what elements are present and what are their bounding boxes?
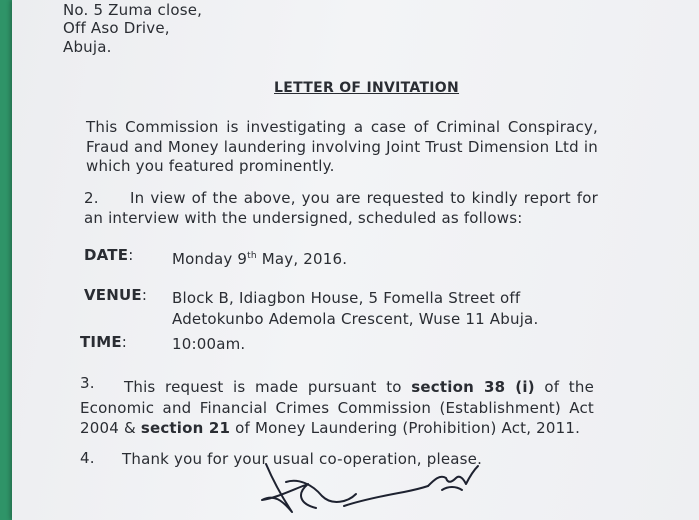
venue-line-2: Adetokunbo Ademola Crescent, Wuse 11 Abuja.	[172, 310, 539, 328]
venue-line-1: Block B, Idiagbon House, 5 Fomella Street off	[172, 289, 521, 307]
para1-line-3: which you featured prominently.	[86, 157, 335, 175]
para2-line-1: In view of the above, you are requested to kindly report for	[130, 189, 598, 207]
para4-text: Thank you for your usual co-operation, please.	[122, 450, 483, 468]
para1-line-1: This Commission is investigating a case of Criminal Conspiracy,	[86, 118, 598, 136]
para3-line-3: 2004 & section 21 of Money Laundering (Prohibition) Act, 2011.	[80, 419, 581, 437]
time-label: TIME:	[80, 333, 128, 351]
date-label: DATE:	[84, 246, 134, 264]
letter-page	[12, 0, 699, 520]
address-line-2: Off Aso Drive,	[63, 19, 170, 37]
address-line-3: Abuja.	[63, 38, 112, 56]
venue-label: VENUE:	[84, 286, 148, 304]
para2-number: 2.	[84, 189, 99, 207]
para4-number: 4.	[80, 449, 95, 467]
time-value: 10:00am.	[172, 335, 246, 353]
letter-title: LETTER OF INVITATION	[274, 80, 460, 96]
para3-line-1: This request is made pursuant to section 38 (i) of the	[124, 378, 595, 396]
para1-line-2: Fraud and Money laundering involving Joint Trust Dimension Ltd in	[86, 138, 598, 156]
para3-line-2: Economic and Financial Crimes Commission (Establishment) Act	[80, 399, 594, 417]
signature	[252, 460, 492, 520]
para3-number: 3.	[80, 374, 95, 392]
date-value: Monday 9th May, 2016.	[172, 250, 348, 268]
para2-line-2: an interview with the undersigned, scheduled as follows:	[84, 209, 523, 227]
address-line-1: No. 5 Zuma close,	[63, 1, 203, 19]
